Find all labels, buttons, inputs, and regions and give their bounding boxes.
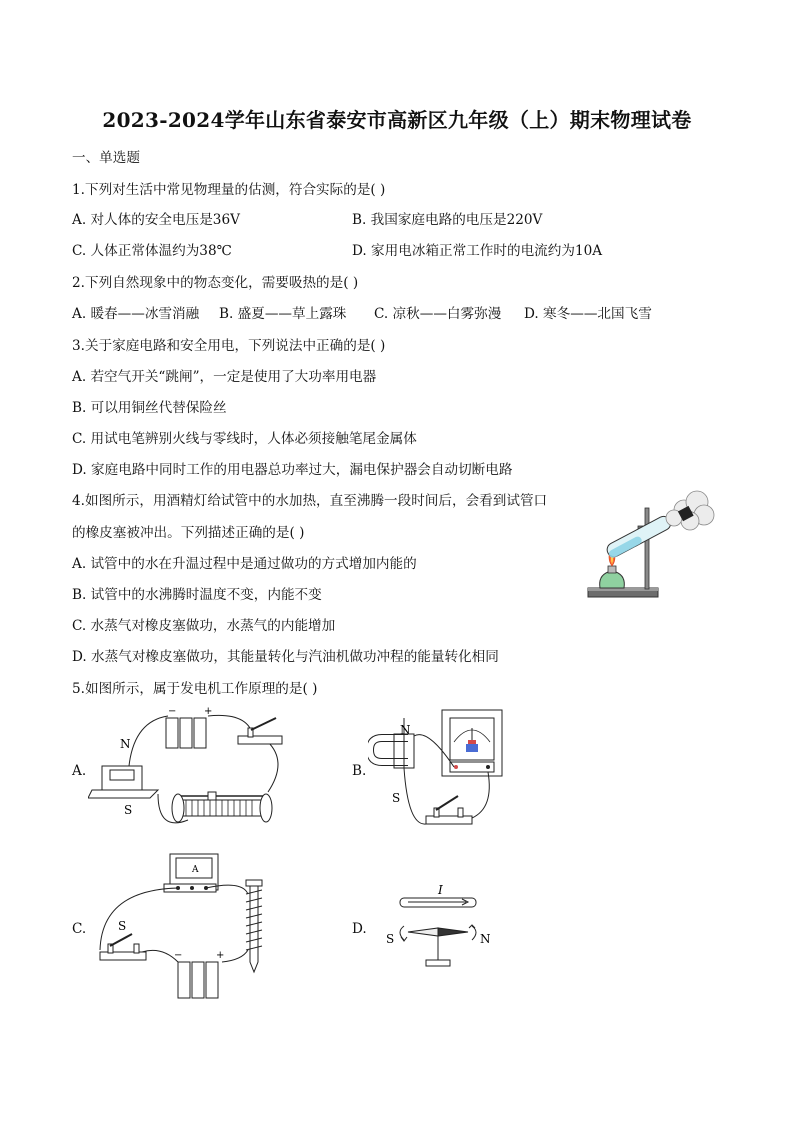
q4-figure-test-tube-illustration [582,488,718,612]
q5-figure-c [92,850,282,1002]
fig-c-battery-minus: − [174,950,183,961]
q1-stem: 1.下列对生活中常见物理量的估测，符合实际的是( ) [72,182,386,198]
q3-option-b: B. 可以用铜丝代替保险丝 [72,400,227,416]
q2-option-a: A. 暖春——冰雪消融 [72,306,200,322]
q1-option-b: B. 我国家庭电路的电压是220V [352,212,543,228]
q5-figure-b [368,708,508,838]
q4-option-b: B. 试管中的水沸腾时温度不变，内能不变 [72,587,322,603]
q4-option-d: D. 水蒸气对橡皮塞做功，其能量转化与汽油机做功冲程的能量转化相同 [72,649,499,665]
fig-c-ammeter-letter: A [192,865,199,875]
q2-option-c: C. 凉秋——白雾弥漫 [374,306,502,322]
q4-stem-line2: 的橡皮塞被冲出。下列描述正确的是( ) [72,525,305,541]
q1-option-c: C. 人体正常体温约为38℃ [72,243,232,259]
q5-option-a-label: A. [72,763,87,779]
fig-a-south-label: S [124,803,133,817]
q2-option-d: D. 寒冬——北国飞雪 [524,306,652,322]
q3-option-d: D. 家庭电路中同时工作的用电器总功率过大，漏电保护器会自动切断电路 [72,462,513,478]
q5-figure-d [378,880,498,972]
q2-stem: 2.下列自然现象中的物态变化，需要吸热的是( ) [72,275,359,291]
q3-stem: 3.关于家庭电路和安全用电，下列说法中正确的是( ) [72,338,386,354]
page-title: 2023-2024学年山东省泰安市高新区九年级（上）期末物理试卷 [102,108,692,132]
q4-option-c: C. 水蒸气对橡皮塞做功，水蒸气的内能增加 [72,618,336,634]
q5-option-d-label: D. [352,921,367,937]
q5-option-c-label: C. [72,921,87,937]
q3-option-c: C. 用试电笔辨别火线与零线时，人体必须接触笔尾金属体 [72,431,417,447]
q2-option-b: B. 盛夏——草上露珠 [219,306,347,322]
q5-figure-a [88,702,298,834]
q4-stem-line1: 4.如图所示，用酒精灯给试管中的水加热，直至沸腾一段时间后，会看到试管口 [72,493,548,509]
q1-option-a: A. 对人体的安全电压是36V [72,212,240,228]
fig-d-current-label: I [438,883,443,897]
fig-b-north-label: N [400,723,411,737]
q3-option-a: A. 若空气开关“跳闸”，一定是使用了大功率用电器 [72,369,377,385]
section-heading: 一、单选题 [72,150,140,166]
q1-option-d: D. 家用电冰箱正常工作时的电流约为10A [352,243,603,259]
fig-c-switch-label: S [118,919,127,933]
fig-d-south-label: S [386,932,395,946]
fig-c-battery-plus: + [216,950,225,961]
q5-option-b-label: B. [352,763,367,779]
fig-b-south-label: S [392,791,401,805]
q4-option-a: A. 试管中的水在升温过程中是通过做功的方式增加内能的 [72,556,417,572]
fig-a-battery-plus: + [204,706,213,717]
q5-stem: 5.如图所示，属于发电机工作原理的是( ) [72,681,318,697]
fig-d-north-label: N [480,932,491,946]
fig-a-north-label: N [120,737,131,751]
fig-a-battery-minus: − [168,706,177,717]
